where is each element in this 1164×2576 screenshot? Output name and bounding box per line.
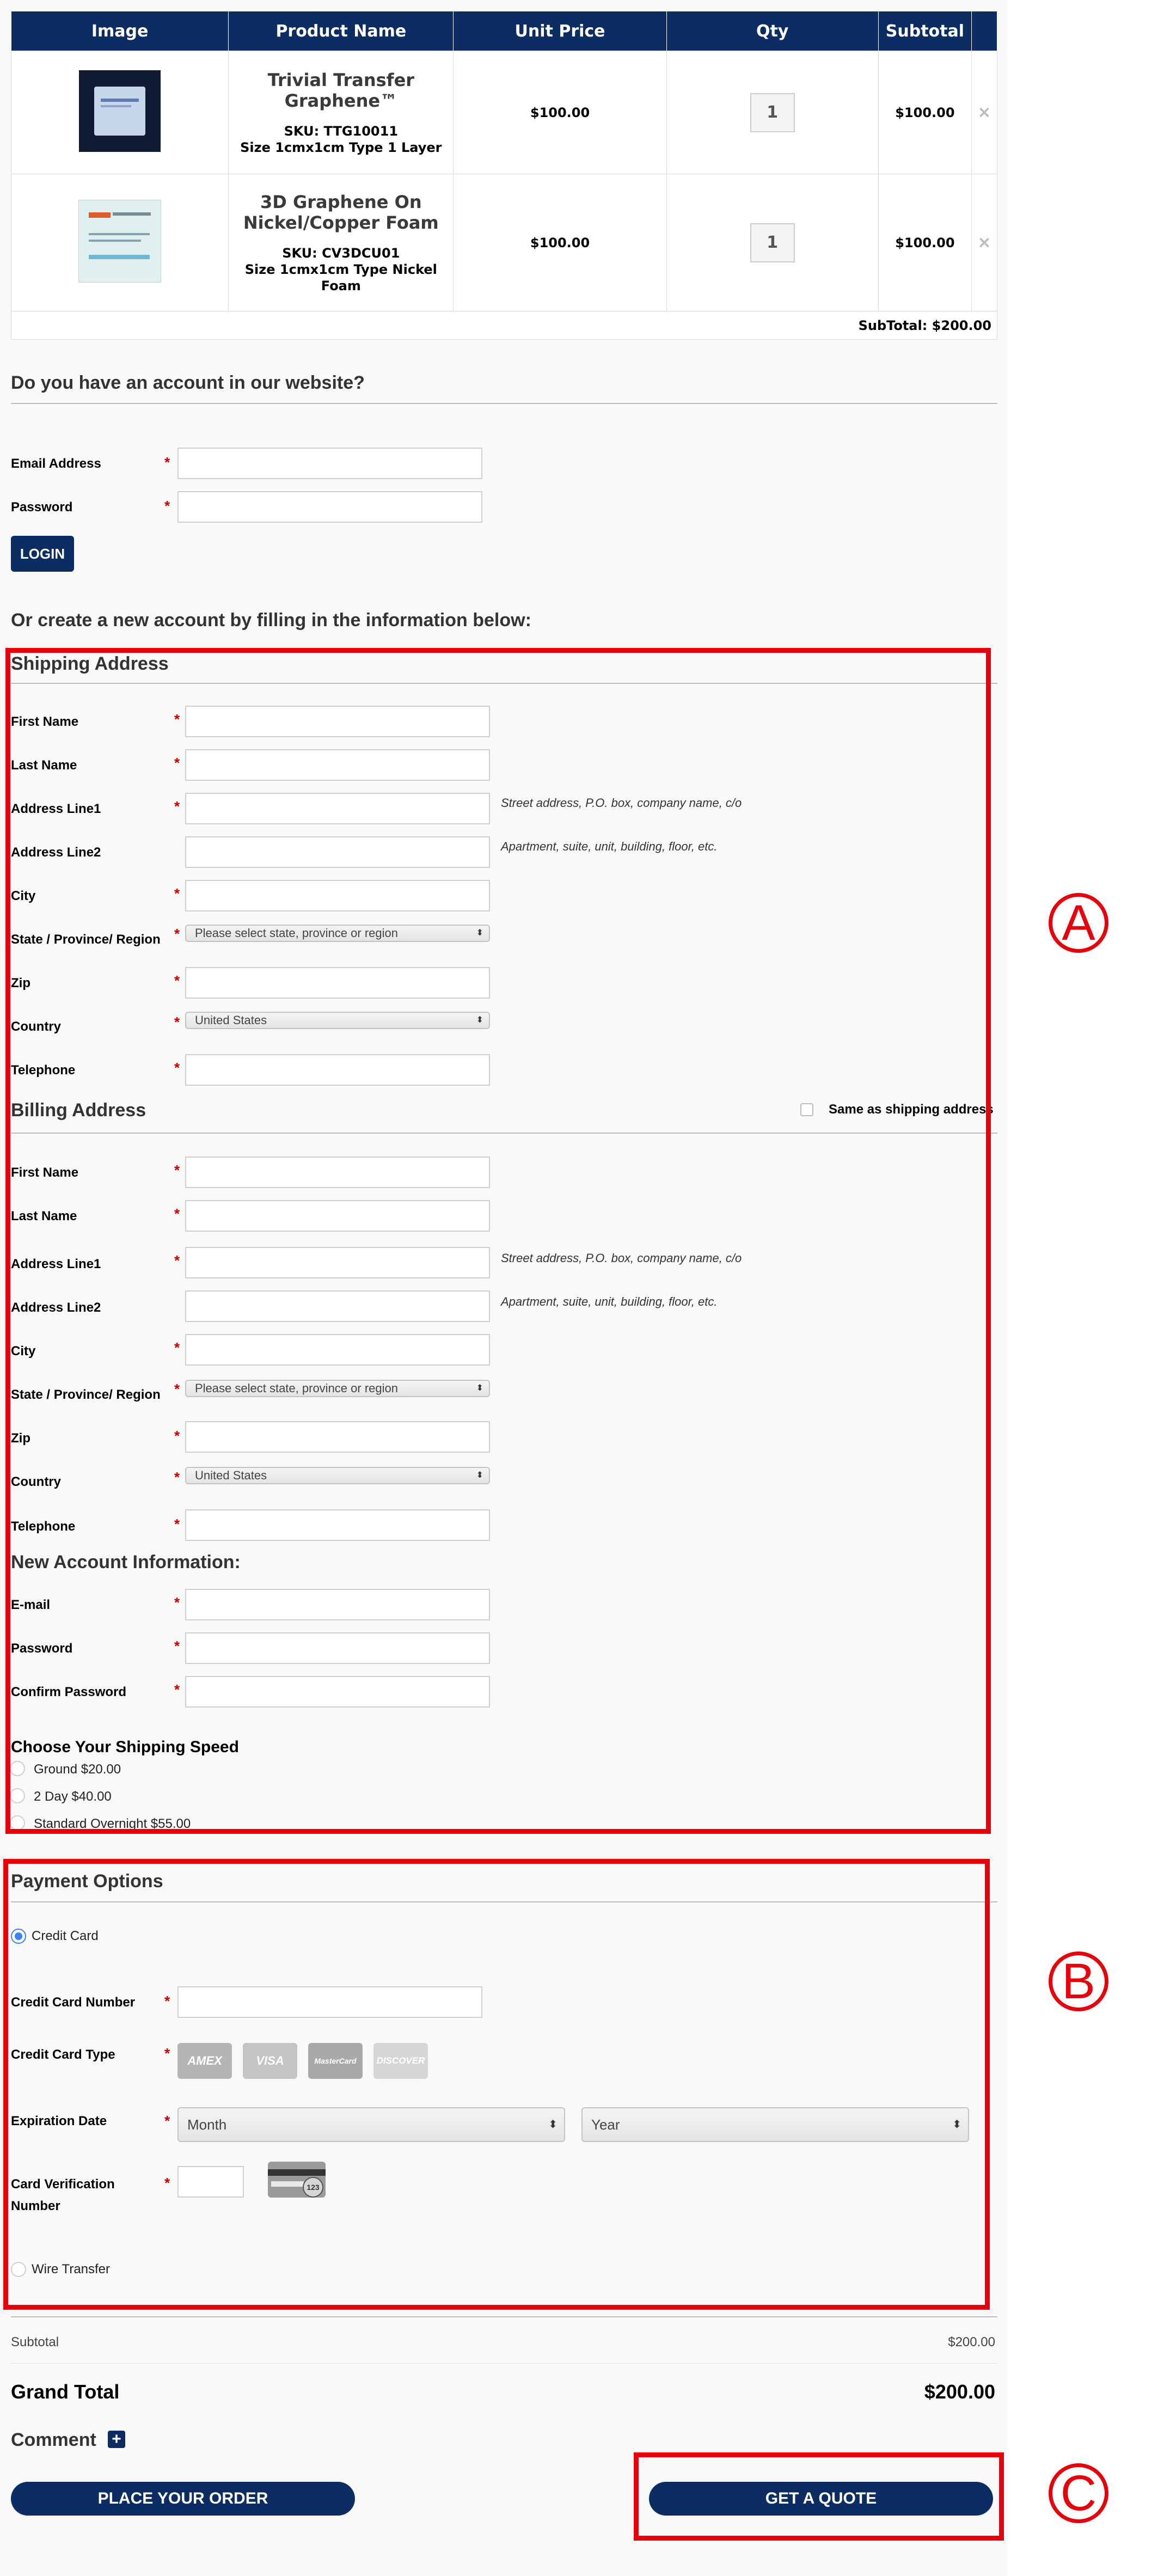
divider — [11, 2363, 997, 2364]
shipping-telephone-label: Telephone — [11, 1063, 76, 1078]
qty-input[interactable]: 1 — [750, 93, 795, 132]
product-sku: SKU: CV3DCU01 — [282, 245, 400, 261]
shipping-state-label: State / Province/ Region — [11, 932, 161, 947]
select-arrows-icon: ⬍ — [476, 1384, 483, 1393]
shipping-last-name-label: Last Name — [11, 758, 77, 773]
table-row — [11, 174, 997, 311]
unit-price: $100.00 — [454, 51, 666, 174]
cvv-label-line2: Number — [11, 2199, 60, 2213]
product-size: Size 1cmx1cm Type Nickel Foam — [244, 261, 437, 293]
required-marker: * — [174, 755, 180, 771]
required-marker: * — [174, 798, 180, 815]
required-marker: * — [174, 1014, 180, 1030]
product-name-cell — [229, 174, 454, 311]
billing-country-label: Country — [11, 1474, 61, 1489]
place-order-button[interactable]: PLACE YOUR ORDER — [11, 2482, 355, 2516]
annotation-box-a — [5, 648, 991, 1834]
amex-card-icon[interactable]: AMEX — [177, 2043, 232, 2079]
create-account-title: Or create a new account by filling in the information below: — [11, 610, 531, 631]
same-as-shipping-label: Same as shipping address — [829, 1102, 994, 1117]
required-marker: * — [174, 1206, 180, 1222]
header-subtotal: Subtotal — [878, 11, 971, 51]
billing-telephone-label: Telephone — [11, 1519, 76, 1534]
divider — [11, 403, 997, 404]
required-marker: * — [164, 454, 170, 470]
select-value: Please select state, province or region — [195, 1381, 398, 1395]
login-title: Do you have an account in our website? — [11, 372, 365, 393]
header-product-name: Product Name — [229, 11, 454, 51]
address1-hint: Street address, P.O. box, company name, c/o — [501, 796, 742, 810]
billing-zip-label: Zip — [11, 1431, 30, 1446]
comment-label: Comment — [11, 2430, 96, 2450]
grand-total-label: Grand Total — [11, 2381, 120, 2403]
select-arrows-icon: ⬍ — [952, 2119, 961, 2131]
shipping-country-label: Country — [11, 1019, 61, 1034]
required-marker: * — [174, 711, 180, 727]
visa-card-icon[interactable]: VISA — [243, 2043, 297, 2079]
select-arrows-icon: ⬍ — [476, 1015, 483, 1025]
expiration-label: Expiration Date — [11, 2114, 107, 2128]
required-marker: * — [164, 2113, 170, 2129]
billing-state-label: State / Province/ Region — [11, 1387, 161, 1402]
billing-address1-label: Address Line1 — [11, 1257, 101, 1271]
payment-title: Payment Options — [11, 1871, 163, 1892]
qty-cell — [666, 51, 878, 174]
password-label: Password — [11, 500, 73, 515]
header-image: Image — [11, 11, 229, 51]
shipping-option-label: Ground $20.00 — [34, 1762, 121, 1777]
row-subtotal: $100.00 — [878, 51, 971, 174]
cart-subtotal: SubTotal: $200.00 — [11, 311, 997, 340]
shipping-option-label: 2 Day $40.00 — [34, 1789, 112, 1804]
required-marker: * — [174, 1516, 180, 1532]
billing-city-label: City — [11, 1344, 36, 1359]
product-name[interactable]: Trivial Transfer Graphene™ — [267, 69, 415, 111]
select-arrows-icon: ⬍ — [548, 2119, 558, 2131]
product-image-cell — [11, 51, 229, 174]
billing-address2-label: Address Line2 — [11, 1300, 101, 1315]
shipping-city-label: City — [11, 889, 36, 903]
annotation-box-c — [634, 2452, 1004, 2541]
shipping-option-label: Standard Overnight $55.00 — [34, 1816, 191, 1831]
header-unit-price: Unit Price — [454, 11, 666, 51]
select-value: Year — [591, 2116, 620, 2133]
select-arrows-icon: ⬍ — [476, 1471, 483, 1480]
login-button[interactable]: LOGIN — [11, 536, 74, 572]
required-marker: * — [174, 1381, 180, 1397]
comment-expand-icon[interactable]: + — [108, 2431, 125, 2448]
required-marker: * — [174, 1252, 180, 1269]
required-marker: * — [164, 1993, 170, 2009]
header-remove — [971, 11, 997, 51]
product-size: Size 1cmx1cm Type 1 Layer — [240, 139, 442, 155]
subtotal-value: $200.00 — [948, 2335, 995, 2349]
select-value: United States — [195, 1013, 267, 1027]
cart-subtotal-row — [11, 311, 997, 340]
shipping-zip-label: Zip — [11, 976, 30, 990]
remove-icon[interactable]: × — [977, 233, 991, 252]
cc-number-label: Credit Card Number — [11, 1995, 136, 2010]
cart-header-row — [11, 11, 997, 51]
required-marker: * — [164, 498, 170, 514]
select-value: Please select state, province or region — [195, 926, 398, 940]
divider — [11, 2316, 997, 2317]
address2-hint: Apartment, suite, unit, building, floor, etc. — [501, 1295, 718, 1308]
shipping-title: Shipping Address — [11, 653, 169, 674]
credit-card-label: Credit Card — [32, 1929, 99, 1943]
shipping-address2-label: Address Line2 — [11, 845, 101, 860]
cc-type-label: Credit Card Type — [11, 2047, 115, 2062]
required-marker: * — [164, 2175, 170, 2191]
unit-price: $100.00 — [454, 174, 666, 311]
billing-first-name-label: First Name — [11, 1165, 79, 1180]
remove-cell — [971, 174, 997, 311]
select-arrows-icon: ⬍ — [476, 928, 483, 938]
required-marker: * — [174, 1428, 180, 1444]
product-image-cell — [11, 174, 229, 311]
shipping-first-name-label: First Name — [11, 714, 79, 729]
table-row — [11, 51, 997, 174]
required-marker: * — [174, 1638, 180, 1654]
shipping-speed-title: Choose Your Shipping Speed — [11, 1738, 239, 1756]
account-confirm-password-label: Confirm Password — [11, 1685, 127, 1699]
billing-title: Billing Address — [11, 1100, 146, 1121]
remove-icon[interactable]: × — [977, 103, 991, 122]
wire-transfer-label: Wire Transfer — [32, 2262, 111, 2277]
product-image[interactable] — [78, 200, 161, 283]
login-email-input[interactable] — [177, 448, 482, 479]
cvv-sample-digits: 123 — [303, 2177, 323, 2198]
email-label: Email Address — [11, 456, 101, 471]
cvv-label-line1: Card Verification — [11, 2177, 115, 2192]
product-name[interactable]: 3D Graphene On Nickel/Copper Foam — [243, 191, 439, 233]
shipping-address1-label: Address Line1 — [11, 801, 101, 816]
annotation-label-c: C — [1049, 2463, 1108, 2523]
annotation-label-b: B — [1049, 1951, 1108, 2011]
required-marker: * — [174, 926, 180, 942]
account-email-label: E-mail — [11, 1598, 51, 1612]
billing-last-name-label: Last Name — [11, 1209, 77, 1223]
select-value: United States — [195, 1468, 267, 1482]
required-marker: * — [174, 1339, 180, 1356]
address1-hint: Street address, P.O. box, company name, c/o — [501, 1251, 742, 1265]
mastercard-card-icon[interactable]: MasterCard — [308, 2043, 363, 2079]
login-password-input[interactable] — [177, 491, 482, 523]
row-subtotal: $100.00 — [878, 174, 971, 311]
product-name-cell — [229, 51, 454, 174]
get-quote-button[interactable]: GET A QUOTE — [649, 2482, 993, 2516]
discover-card-icon[interactable]: DISCOVER — [373, 2043, 428, 2079]
product-sku: SKU: TTG10011 — [284, 123, 399, 139]
annotation-box-b — [3, 1859, 990, 2310]
qty-cell — [666, 174, 878, 311]
grand-total-value: $200.00 — [924, 2381, 995, 2403]
address2-hint: Apartment, suite, unit, building, floor, etc. — [501, 840, 718, 853]
annotation-label-a: A — [1049, 893, 1108, 953]
select-value: Month — [187, 2116, 227, 2133]
required-marker: * — [174, 1594, 180, 1611]
subtotal-label: Subtotal — [11, 2335, 59, 2349]
header-qty: Qty — [666, 11, 878, 51]
account-password-label: Password — [11, 1641, 73, 1656]
product-image[interactable] — [79, 70, 161, 152]
required-marker: * — [174, 1469, 180, 1485]
required-marker: * — [174, 1162, 180, 1178]
required-marker: * — [174, 885, 180, 902]
required-marker: * — [174, 1060, 180, 1076]
required-marker: * — [164, 2045, 170, 2061]
cart-table — [11, 11, 997, 340]
required-marker: * — [174, 972, 180, 989]
required-marker: * — [174, 1681, 180, 1698]
remove-cell — [971, 51, 997, 174]
qty-input[interactable]: 1 — [750, 223, 795, 262]
new-account-title: New Account Information: — [11, 1552, 241, 1572]
